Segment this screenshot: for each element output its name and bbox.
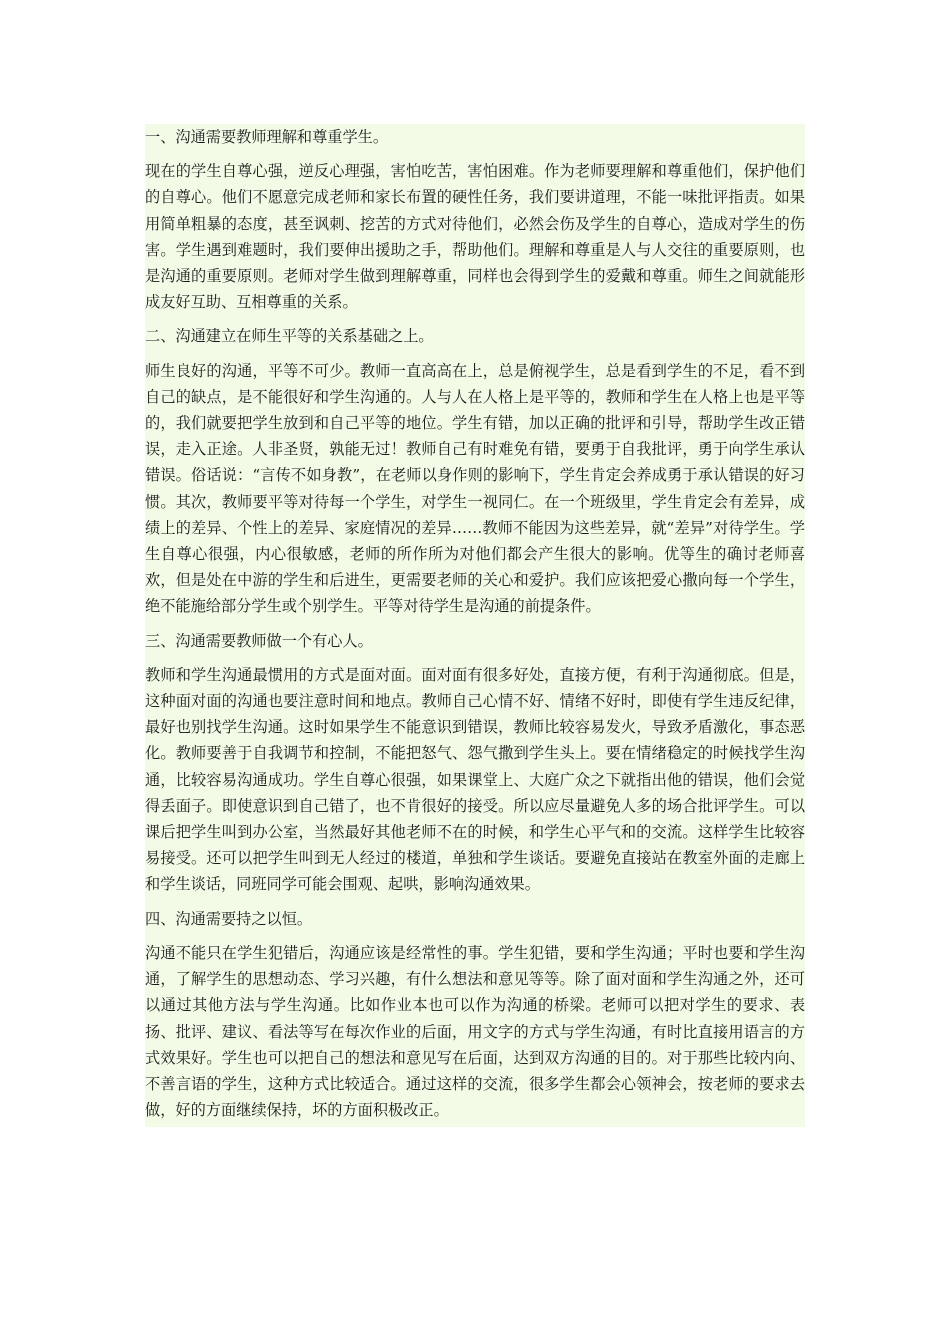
section-2-paragraph: 师生良好的沟通，平等不可少。教师一直高高在上，总是俯视学生，总是看到学生的不足，看不到自己的缺点，是不能很好和学生沟通的。人与人在人格上是平等的，教师和学生在人格上也是平等的，我们就要把学生放到和自己平等的地位。学生有错，加以正确的批评和引导，帮助学生改正错误，走入正途。人非圣贤，孰能无过！教师自己有时难免有错，要勇于自我批评，勇于向学生承认错误。俗话说：“言传不如身教”，在老师以身作则的影响下，学生肯定会养成勇于承认错误的好习惯。其次，教师要平等对待每一个学生，对学生一视同仁。在一个班级里，学生肯定会有差异，成绩上的差异、个性上的差异、家庭情况的差异……教师不能因为这些差异，就“差异”对待学生。学生自尊心很强，内心很敏感，老师的所作所为对他们都会产生很大的影响。优等生的确讨老师喜欢，但是处在中游的学生和后进生，更需要老师的关心和爱护。我们应该把爱心撒向每一个学生，绝不能施给部分学生或个别学生。平等对待学生是沟通的前提条件。 — [145, 361, 805, 616]
spacer — [145, 898, 805, 906]
spacer — [145, 350, 805, 358]
spacer — [145, 932, 805, 940]
spacer — [145, 315, 805, 323]
section-1-heading: 一、沟通需要教师理解和尊重学生。 — [145, 128, 388, 146]
section-4-heading: 四、沟通需要持之以恒。 — [145, 909, 313, 928]
article-body — [145, 124, 805, 1127]
section-3-heading: 三、沟通需要教师做一个有心人。 — [145, 631, 373, 650]
spacer — [145, 620, 805, 628]
section-2-heading: 二、沟通建立在师生平等的关系基础之上。 — [145, 327, 434, 346]
section-3-paragraph: 教师和学生沟通最惯用的方式是面对面。面对面有很多好处，直接方便，有利于沟通彻底。但是，这种面对面的沟通也要注意时间和地点。教师自己心情不好、情绪不好时，即使有学生违反纪律，最好也别找学生沟通。这时如果学生不能意识到错误，教师比较容易发火，导致矛盾激化，事态恶化。教师要善于自我调节和控制，不能把怒气、怨气撒到学生头上。要在情绪稳定的时候找学生沟通，比较容易沟通成功。学生自尊心很强，如果课堂上、大庭广众之下就指出他的错误，他们会觉得丢面子。即使意识到自己错了，也不肯很好的接受。所以应尽量避免人多的场合批评学生。可以课后把学生叫到办公室，当然最好其他老师不在的时候，和学生心平气和的交流。这样学生比较容易接受。还可以把学生叫到无人经过的楼道，单独和学生谈话。要避免直接站在教室外面的走廊上和学生谈话，同班同学可能会围观、起哄，影响沟通效果。 — [145, 665, 805, 894]
spacer — [145, 654, 805, 662]
section-1-paragraph: 现在的学生自尊心强，逆反心理强，害怕吃苦，害怕困难。作为老师要理解和尊重他们，保护他们的自尊心。他们不愿意完成老师和家长布置的硬性任务，我们要讲道理，不能一味批评指责。如果用简单粗暴的态度，甚至讽刺、挖苦的方式对待他们，必然会伤及学生的自尊心，造成对学生的伤害。学生遇到难题时，我们要伸出援助之手，帮助他们。理解和尊重是人与人交往的重要原则，也是沟通的重要原则。老师对学生做到理解尊重，同样也会得到学生的爱戴和尊重。师生之间就能形成友好互助、互相尊重的关系。 — [145, 162, 805, 312]
spacer — [145, 150, 805, 158]
section-4-paragraph: 沟通不能只在学生犯错后，沟通应该是经常性的事。学生犯错，要和学生沟通；平时也要和学生沟通，了解学生的思想动态、学习兴趣，有什么想法和意见等等。除了面对面和学生沟通之外，还可以通过其他方法与学生沟通。比如作业本也可以作为沟通的桥梁。老师可以把对学生的要求、表扬、批评、建议、看法等写在每次作业的后面，用文字的方式与学生沟通，有时比直接用语言的方式效果好。学生也可以把自己的想法和意见写在后面，达到双方沟通的目的。对于那些比较内向、不善言语的学生，这种方式比较适合。通过这样的交流，很多学生都会心领神会，按老师的要求去做，好的方面继续保持，坏的方面积极改正。 — [145, 943, 805, 1120]
